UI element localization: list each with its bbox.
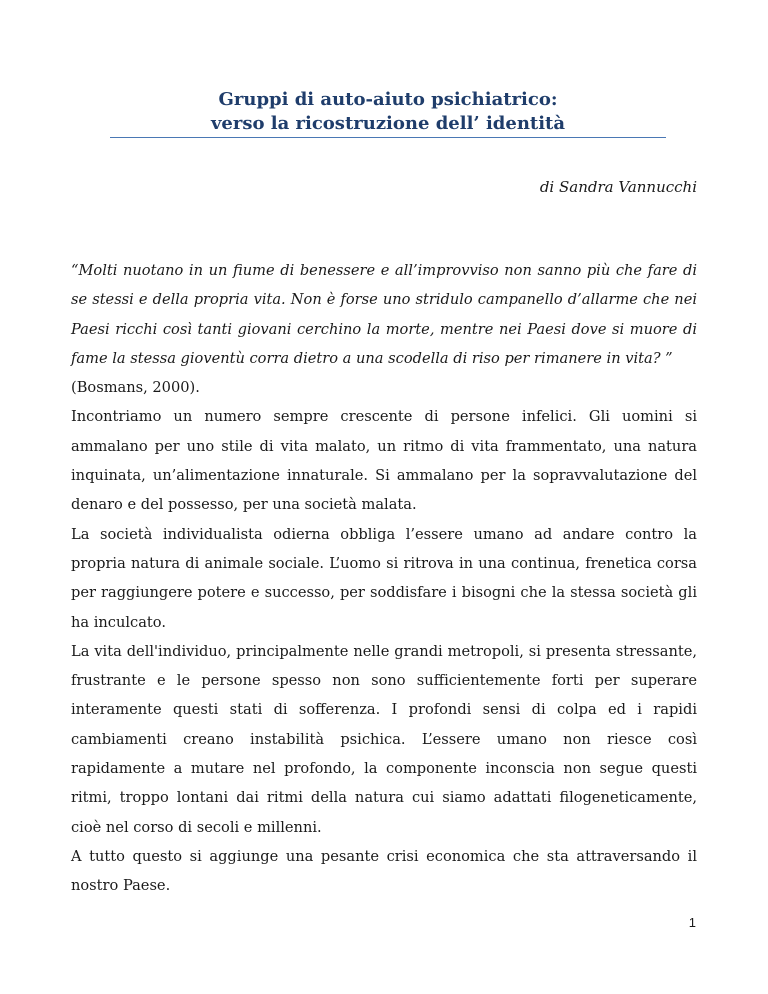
opening-quote: “Molti nuotano in un fiume di benessere e all’improvviso non sanno più che fare di se stessi e della propria vita. Non è forse uno stridulo campanello d’allarme che nei Paesi ricchi così tanti giovani cerchino la morte, mentre nei Paesi dove si muore di fame la stessa gioventù corra dietro a una scodella di riso per rimanere in vita? ” bbox=[71, 262, 697, 367]
title-line-2: verso la ricostruzione dell’ identità bbox=[210, 113, 566, 134]
title-divider bbox=[110, 137, 666, 138]
paragraph-1: Incontriamo un numero sempre crescente di persone infelici. Gli uomini si ammalano per uno stile di vita malato, un ritmo di vita frammentato, una natura inquinata, un’alimentazione innaturale. Si ammalano per la sopravvalutazione del denaro e del possesso, per una società malata. bbox=[71, 408, 697, 514]
paragraph-citation: (Bosmans, 2000). bbox=[71, 379, 200, 397]
body-text bbox=[71, 256, 697, 901]
paragraph-3: La vita dell'individuo, principalmente nelle grandi metropoli, si presenta stressante, frustrante e le persone spesso non sono sufficientemente forti per superare interamente questi stati di sofferenza. I profondi sensi di colpa ed i rapidi cambiamenti creano instabilità psichica. L’essere umano non riesce così rapidamente a mutare nel profondo, la componente inconscia non segue questi ritmi, troppo lontani dai ritmi della natura cui siamo adattati filogeneticamente, cioè nel corso di secoli e millenni. bbox=[71, 642, 697, 836]
paragraph-2: La società individualista odierna obbliga l’essere umano ad andare contro la propria natura di animale sociale. L’uomo si ritrova in una continua, frenetica corsa per raggiungere potere e successo, per soddisfare i bisogni che la stessa società gli ha inculcato. bbox=[71, 525, 697, 631]
page-number: 1 bbox=[688, 915, 696, 930]
document-title bbox=[110, 88, 666, 136]
title-line-1: Gruppi di auto-aiuto psichiatrico: bbox=[218, 89, 558, 110]
author-byline: di Sandra Vannucchi bbox=[539, 178, 697, 196]
paragraph-4: A tutto questo si aggiunge una pesante crisi economica che sta attraversando il nostro Paese. bbox=[71, 847, 697, 895]
